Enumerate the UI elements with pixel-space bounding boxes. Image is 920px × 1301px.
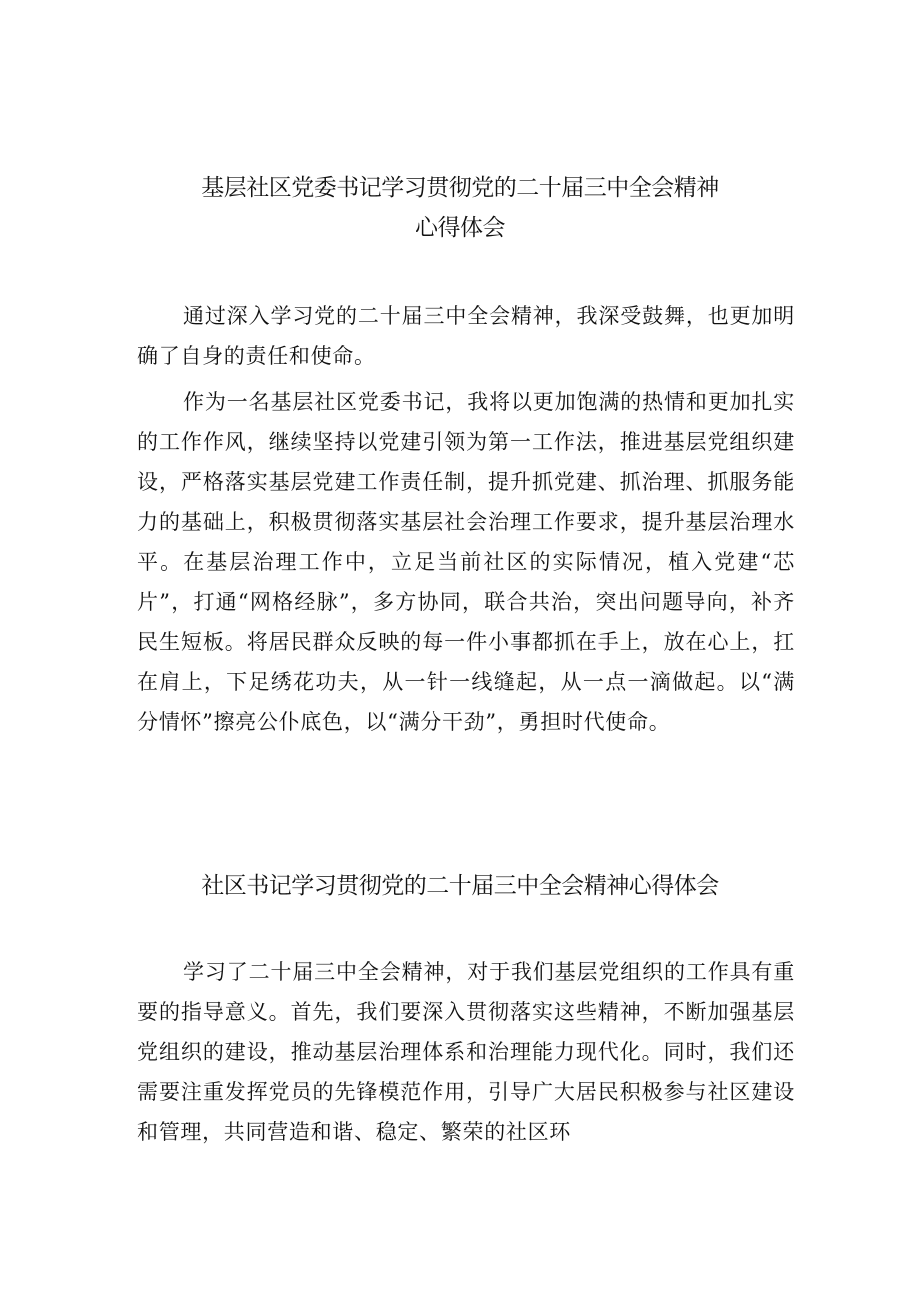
article-1-title-line-2: 心得体会 — [415, 215, 505, 241]
article-2-title: 社区书记学习贯彻党的二十届三中全会精神心得体会 — [201, 873, 719, 899]
article-1-title-line-1: 基层社区党委书记学习贯彻党的二十届三中全会精神 — [201, 175, 719, 201]
article-1-paragraph-1: 通过深入学习党的二十届三中全会精神，我深受鼓舞，也更加明确了自身的责任和使命。 — [137, 304, 795, 368]
article-2-paragraph-1: 学习了二十届三中全会精神，对于我们基层党组织的工作具有重要的指导意义。首先，我们要深入贯彻落实这些精神，不断加强基层党组织的建设，推动基层治理体系和治理能力现代化。同时，我们还需要注重发挥党员的先锋模范作用，引导广大居民积极参与社区建设和管理，共同营造和谐、稳定、繁荣的社区环 — [137, 960, 795, 1144]
article-1-paragraph-2: 作为一名基层社区党委书记，我将以更加饱满的热情和更加扎实的工作作风，继续坚持以党建引领为第一工作法，推进基层党组织建设，严格落实基层党建工作责任制，提升抓党建、抓治理、抓服务能力的基础上，积极贯彻落实基层社会治理工作要求，提升基层治理水平。在基层治理工作中，立足当前社区的实际情况，植入党建“芯片”，打通“网格经脉”，多方协同，联合共治，突出问题导向，补齐民生短板。将居民群众反映的每一件小事都抓在手上，放在心上，扛在肩上，下足绣花功夫，从一针一线缝起，从一点一滴做起。以“满分情怀”擦亮公仆底色，以“满分干劲”，勇担时代使命。 — [137, 390, 795, 734]
